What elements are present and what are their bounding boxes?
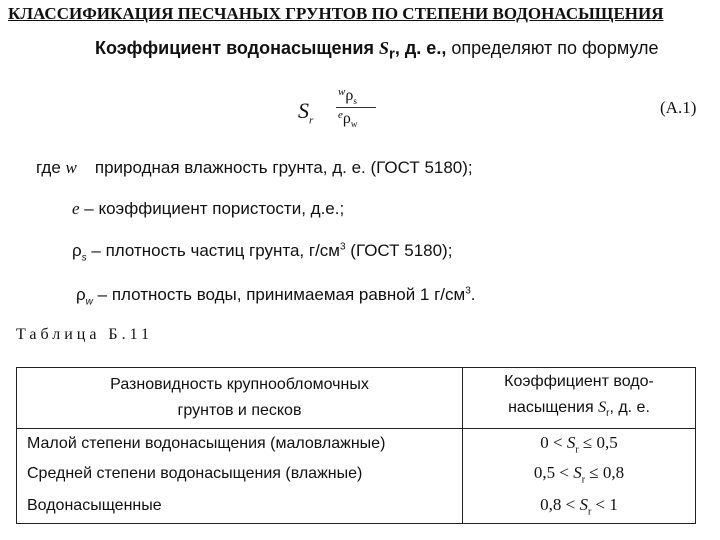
header-variety: Разновидность крупнообломочных грунтов и песков: [17, 368, 463, 429]
row-name: Малой степени водонасыщения (маловлажные): [17, 429, 463, 460]
definition-rho-s: $\rho_s$ – плотность частиц грунта, $г/см^3$ (ГОСТ 5180);: [72, 241, 453, 264]
table-caption: Таблица Б.11: [16, 326, 154, 343]
classification-table: [16, 367, 696, 524]
definition-w: где w природная влажность грунта, д. е. (ГОСТ 5180);: [36, 158, 473, 177]
definition-e: e – коэффициент пористости, д.е.;: [72, 199, 345, 218]
equation-number: (А.1): [660, 98, 697, 117]
table-row: [17, 459, 696, 489]
page-title: КЛАССИФИКАЦИЯ ПЕСЧАНЫХ ГРУНТОВ ПО СТЕПЕНИ ВОДОНАСЫЩЕНИЯ: [8, 4, 664, 23]
intro-text: Коэффициент водонасыщения: [95, 38, 374, 58]
row-range: $0,5 < S_r \le 0,8$: [463, 459, 696, 489]
row-name: Водонасыщенные: [17, 489, 463, 524]
formula-denominator: $^e\rho_w$: [338, 109, 358, 130]
table-header-row: [17, 368, 696, 429]
header-coefficient: Коэффициент водо- насыщения $S_r$, д. е.: [463, 368, 696, 429]
intro-sentence: [95, 38, 659, 63]
formula-lhs: $S_r$: [298, 98, 314, 127]
fraction-bar: [336, 107, 376, 108]
definition-rho-w: $\rho_w$ – плотность воды, принимаемая равной 1 $г/см^3$.: [76, 285, 476, 308]
formula: [298, 86, 398, 136]
intro-symbol: S: [379, 38, 390, 58]
intro-rest: определяют по формуле: [451, 38, 659, 58]
intro-symbol-sub: r: [389, 45, 395, 63]
intro-units: , д. е.,: [394, 38, 447, 58]
row-range: $0,8 < S_r < 1$: [463, 489, 696, 524]
row-range: $0 < S_r \le 0,5$: [463, 429, 696, 460]
table-row: [17, 489, 696, 524]
table-row: [17, 429, 696, 460]
row-name: Средней степени водонасыщения (влажные): [17, 459, 463, 489]
formula-numerator: $^w\rho_s$: [338, 86, 357, 107]
